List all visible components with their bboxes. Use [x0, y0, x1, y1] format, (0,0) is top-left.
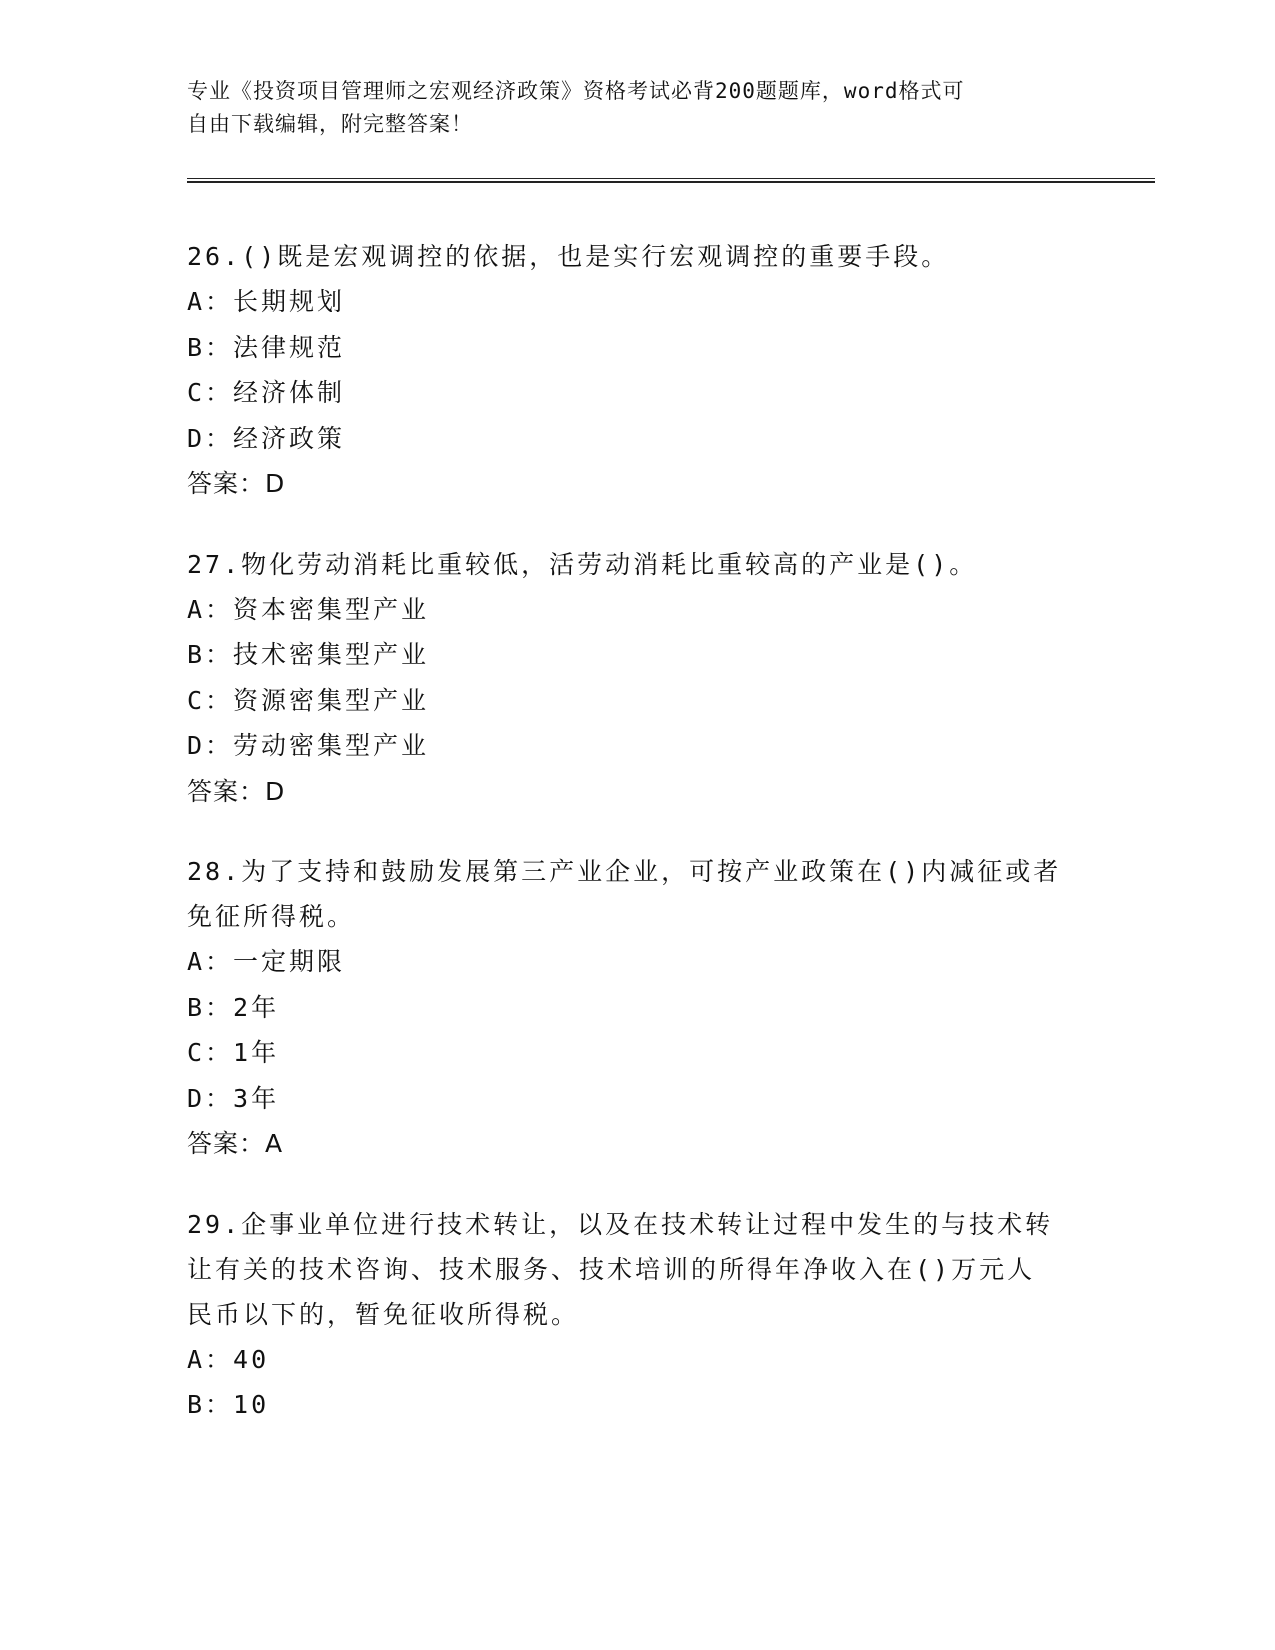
option-b: B：技术密集型产业 [187, 640, 430, 669]
question-28 [187, 849, 1087, 1167]
option-a: A：40 [187, 1344, 270, 1374]
question-stem-line-1: 29.企事业单位进行技术转让，以及在技术转让过程中发生的与技术转 [187, 1209, 1054, 1239]
option-a: A：长期规划 [187, 287, 346, 316]
option-d: D：3年 [187, 1083, 280, 1113]
header-divider [187, 178, 1155, 183]
question-stem: 26.()既是宏观调控的依据，也是实行宏观调控的重要手段。 [187, 242, 950, 271]
question-29 [187, 1202, 1087, 1428]
question-stem-line-3: 民币以下的，暂免征收所得税。 [187, 1299, 580, 1329]
option-d: D：劳动密集型产业 [187, 731, 430, 760]
option-b: B：2年 [187, 992, 280, 1022]
question-stem-line-1: 28.为了支持和鼓励发展第三产业企业，可按产业政策在()内减征或者 [187, 857, 1062, 886]
option-c: C：经济体制 [187, 378, 346, 407]
answer: 答案：D [187, 469, 286, 498]
document-header [187, 75, 1067, 141]
option-b: B：10 [187, 1390, 270, 1419]
question-list [187, 234, 1087, 1463]
answer: 答案：D [187, 776, 286, 806]
header-title-line-2: 自由下载编辑，附完整答案！ [187, 112, 473, 136]
question-stem-line-2: 免征所得税。 [187, 902, 356, 931]
header-title-line-1: 专业《投资项目管理师之宏观经济政策》资格考试必背200题题库，word格式可 [187, 79, 965, 103]
question-27 [187, 542, 1087, 815]
question-stem-line-2: 让有关的技术咨询、技术服务、技术培训的所得年净收入在()万元人 [187, 1254, 1036, 1284]
option-c: C：资源密集型产业 [187, 685, 430, 715]
question-stem: 27.物化劳动消耗比重较低，活劳动消耗比重较高的产业是()。 [187, 549, 978, 579]
answer: 答案：A [187, 1129, 284, 1158]
question-26 [187, 234, 1087, 507]
option-a: A：一定期限 [187, 947, 346, 976]
option-d: D：经济政策 [187, 423, 346, 453]
option-b: B：法律规范 [187, 332, 346, 362]
option-c: C：1年 [187, 1038, 280, 1067]
option-a: A：资本密集型产业 [187, 594, 430, 624]
